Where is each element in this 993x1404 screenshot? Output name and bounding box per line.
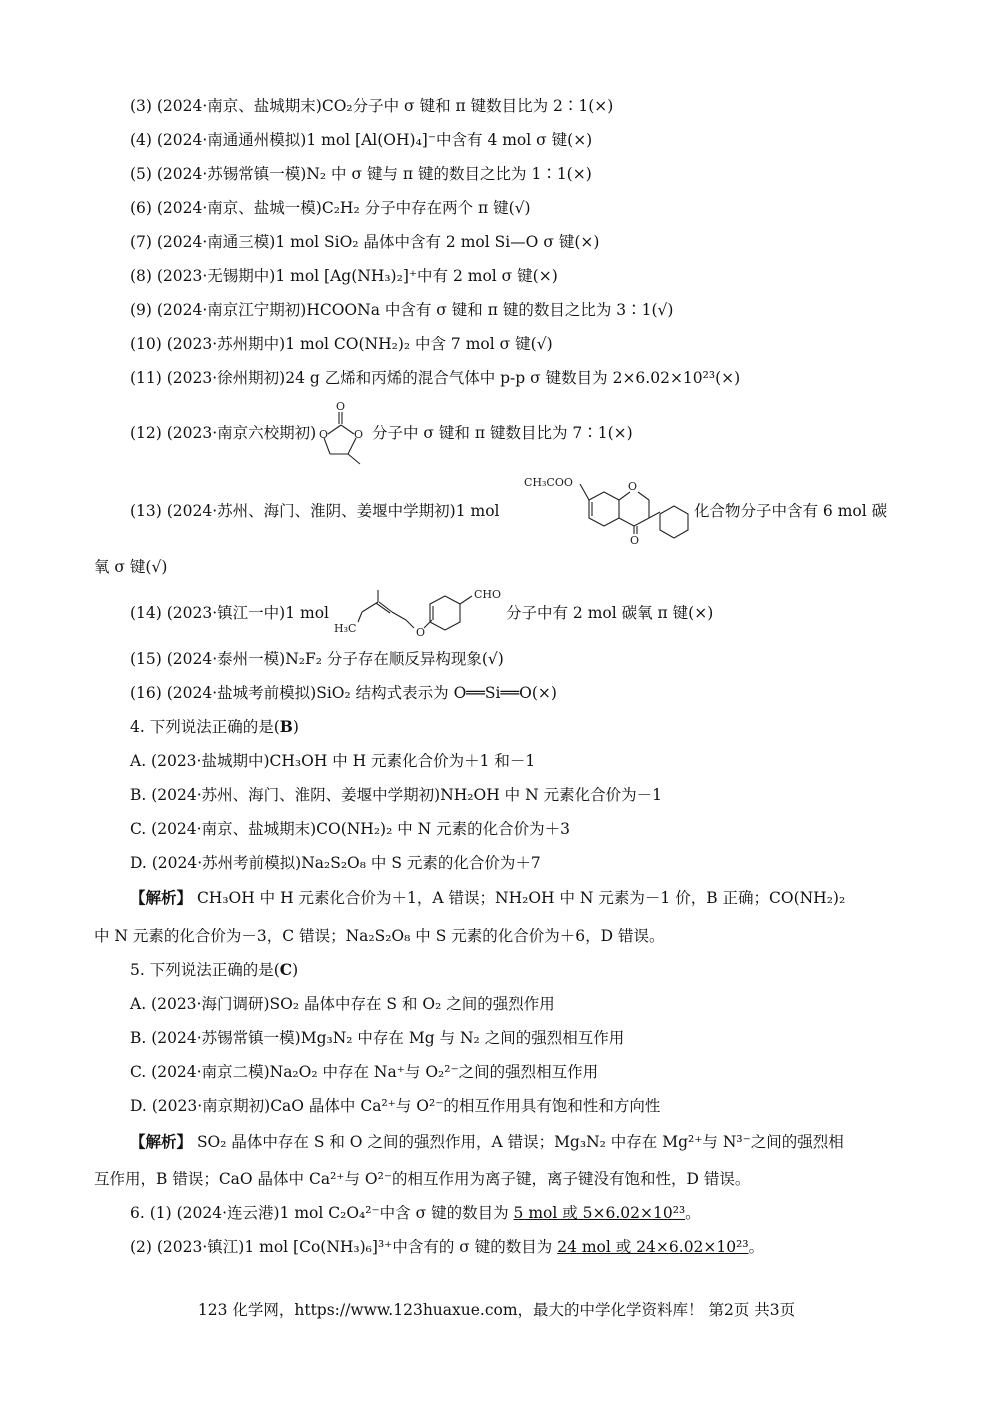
q4-analysis-label: 【解析】: [130, 888, 193, 907]
statement-5: (5) (2024·苏锡常镇一模)N₂ 中 σ 键与 π 键的数目之比为 1∶1(×): [130, 165, 592, 183]
q4-option-b: B. (2024·苏州、海门、淮阴、姜堰中学期初)NH₂OH 中 N 元素化合价为－1: [130, 786, 662, 804]
mol13-acetoxy-label: CH₃COO: [524, 476, 573, 489]
statement-12-suffix: 分子中 σ 键和 π 键数目比为 7∶1(×): [372, 424, 633, 442]
q5-analysis-line1: 【解析】 SO₂ 晶体中存在 S 和 O 之间的强烈作用，A 错误；Mg₃N₂ 中存在 Mg²⁺与 N³⁻之间的强烈相: [130, 1132, 844, 1151]
statement-9: (9) (2024·南京江宁期初)HCOONa 中含有 σ 键和 π 键的数目之比为 3∶1(√): [130, 301, 674, 319]
q5-option-a: A. (2023·海门调研)SO₂ 晶体中存在 S 和 O₂ 之间的强烈作用: [130, 995, 555, 1013]
q6-part1-answer: 5 mol 或 5×6.02×10²³: [513, 1204, 686, 1222]
q6-part1: 6. (1) (2024·连云港)1 mol C₂O₄²⁻中含 σ 键的数目为 5 mol 或 5×6.02×10²³。: [130, 1204, 701, 1222]
statement-12-prefix: (12) (2023·南京六校期初): [130, 424, 317, 442]
statement-16: (16) (2024·盐城考前模拟)SiO₂ 结构式表示为 O══Si══O(×): [130, 684, 557, 702]
statement-13-continued: 氧 σ 键(√): [94, 558, 168, 576]
q4-option-c: C. (2024·南京、盐城期末)CO(NH₂)₂ 中 N 元素的化合价为＋3: [130, 820, 571, 838]
cyclic-carbonate-structure: [316, 398, 376, 468]
statement-13-suffix: 化合物分子中含有 6 mol 碳: [694, 502, 888, 520]
q5-analysis-line2: 互作用，B 错误；CaO 晶体中 Ca²⁺与 O²⁻的相互作用为离子键，离子键没有饱和性，D 错误。: [94, 1170, 751, 1188]
q5-option-c: C. (2024·南京二模)Na₂O₂ 中存在 Na⁺与 O₂²⁻之间的强烈相互作用: [130, 1063, 599, 1081]
statement-8: (8) (2023·无锡期中)1 mol [Ag(NH₃)₂]⁺中有 2 mol σ 键(×): [130, 267, 558, 285]
statement-7: (7) (2024·南通三模)1 mol SiO₂ 晶体中含有 2 mol Si—O σ 键(×): [130, 233, 600, 251]
q4-option-a: A. (2023·盐城期中)CH₃OH 中 H 元素化合价为＋1 和－1: [130, 752, 536, 770]
statement-11: (11) (2023·徐州期初)24 g 乙烯和丙烯的混合气体中 p-p σ 键数目为 2×6.02×10²³(×): [130, 369, 741, 387]
mol12-carbonyl-o: O: [336, 400, 346, 413]
mol13-ketone-o-label: O: [630, 534, 640, 547]
q4-answer: B: [279, 717, 293, 736]
q5-analysis-label: 【解析】: [130, 1132, 193, 1151]
mol13-ring-o-label: O: [628, 480, 638, 493]
q4-option-d: D. (2024·苏州考前模拟)Na₂S₂O₈ 中 S 元素的化合价为＋7: [130, 854, 541, 872]
q4-analysis-line1: 【解析】 CH₃OH 中 H 元素化合价为＋1，A 错误；NH₂OH 中 N 元素为－1 价，B 正确；CO(NH₂)₂: [130, 888, 846, 907]
page-footer: 123 化学网，https://www.123huaxue.com，最大的中学化学资料库！ 第2页 共3页: [197, 1301, 796, 1319]
q5-stem: 5. 下列说法正确的是(C): [130, 960, 299, 979]
statement-13-prefix: (13) (2024·苏州、海门、淮阴、姜堰中学期初)1 mol: [130, 502, 500, 520]
q4-analysis-line2: 中 N 元素的化合价为－3，C 错误；Na₂S₂O₈ 中 S 元素的化合价为＋6，D 错误。: [94, 927, 665, 945]
statement-4: (4) (2024·南通通州模拟)1 mol [Al(OH)₄]⁻中含有 4 mol σ 键(×): [130, 131, 593, 149]
q6-part2: (2) (2023·镇江)1 mol [Co(NH₃)₆]³⁺中含有的 σ 键的数目为 24 mol 或 24×6.02×10²³。: [130, 1238, 765, 1256]
statement-14-prefix: (14) (2023·镇江一中)1 mol: [130, 604, 329, 622]
q5-option-b: B. (2024·苏锡常镇一模)Mg₃N₂ 中存在 Mg 与 N₂ 之间的强烈相互作用: [130, 1029, 625, 1047]
mol14-methyl-label: H₃C: [334, 622, 357, 635]
statement-6: (6) (2024·南京、盐城一模)C₂H₂ 分子中存在两个 π 键(√): [130, 199, 531, 217]
q5-answer: C: [279, 960, 293, 979]
statement-15: (15) (2024·泰州一模)N₂F₂ 分子存在顺反异构现象(√): [130, 650, 504, 668]
q4-stem: 4. 下列说法正确的是(B): [130, 717, 299, 736]
isoflavone-structure: [522, 472, 702, 552]
statement-14-suffix: 分子中有 2 mol 碳氧 π 键(×): [506, 604, 714, 622]
q6-part2-answer: 24 mol 或 24×6.02×10²³: [557, 1238, 749, 1256]
mol14-aldehyde-label: CHO: [474, 588, 502, 601]
mol12-ring-o-right: O: [354, 428, 364, 441]
statement-3: (3) (2024·南京、盐城期末)CO₂分子中 σ 键和 π 键数目比为 2∶1(×): [130, 97, 614, 115]
mol12-ring-o-left: O: [319, 428, 329, 441]
aryl-ether-aldehyde-structure: [330, 584, 510, 644]
statement-10: (10) (2023·苏州期中)1 mol CO(NH₂)₂ 中含 7 mol σ 键(√): [130, 335, 553, 353]
q5-option-d: D. (2023·南京期初)CaO 晶体中 Ca²⁺与 O²⁻的相互作用具有饱和性和方向性: [130, 1097, 661, 1115]
mol14-ether-o-label: O: [416, 626, 426, 639]
